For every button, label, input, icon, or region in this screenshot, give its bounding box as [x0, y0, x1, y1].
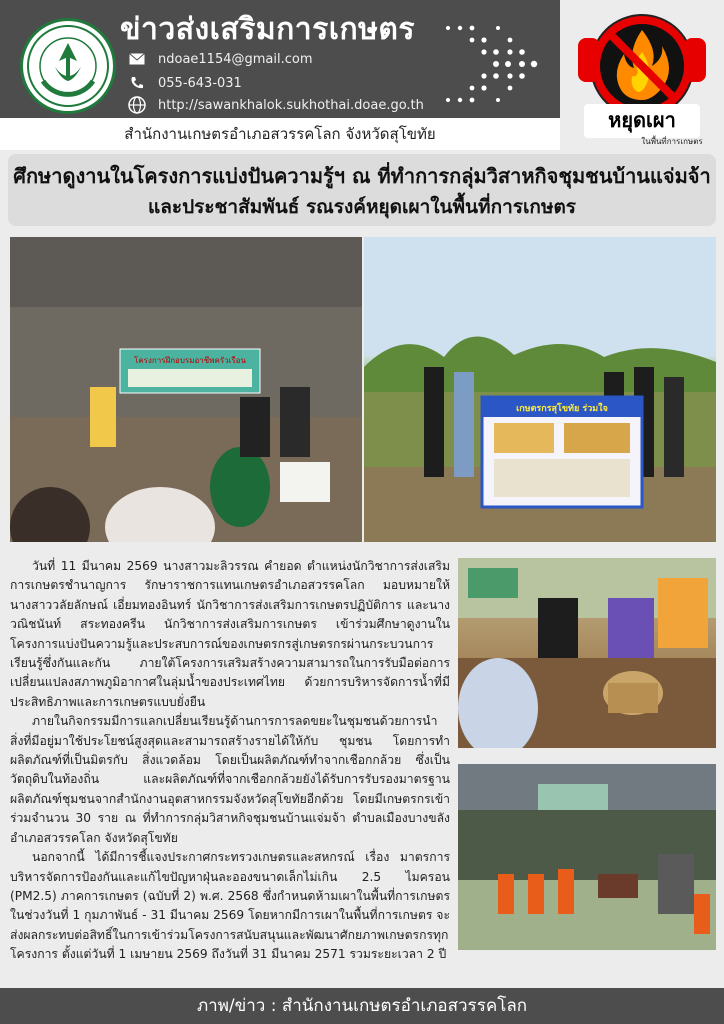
p2-banner-text: เกษตรกรสุโขทัย ร่วมใจ	[516, 404, 608, 414]
article-paragraph: นอกจากนี้ ได้มีการชี้แจงประกาศกระทรวงเกษตรและสหกรณ์ เรื่อง มาตรการบริหารจัดการป้องกันและแก้ไขปัญหาฝุ่นละอองขนาดเล็กไม่เกิน 2.5 ไมครอน (PM2.5) ภาคการเกษตร (ฉบับที่ 2) พ.ศ. 2568 ซึ่งกำหนดห้ามเผาในพื้นที่การเกษตรในช่วงวันที่ 1 กุมภาพันธ์ - 31 มีนาคม 2569 โดยหากมีการเผาในพื้นที่การเกษตร จะส่งผลกระทบต่อสิทธิ์ในการเข้าร่วมโครงการสนับสนุนและพัฒนาศักยภาพเกษตรกรทุกโครงการ ตั้งแต่วันที่ 1 เมษายน 2569 ถึงวันที่ 31 มีนาคม 2571 รวมระยะเวลา 2 ปี	[10, 850, 450, 962]
footer-credit: ภาพ/ข่าว : สำนักงานเกษตรอำเภอสวรรคโลก	[0, 988, 724, 1024]
org-title: ข่าวส่งเสริมการเกษตร	[120, 12, 416, 47]
article-paragraph: ภายในกิจกรรมมีการแลกเปลี่ยนเรียนรู้ด้านการการลดขยะในชุมชนด้วยการนำสิ่งที่มีอยู่มาใช้ประโยชน์สูงสุดและสามารถสร้างรายได้ให้กับ ชุมชน โดยการทำผลิตภัณฑ์ที่เป็นมิตรกับ สิ่งแวดล้อม โดยเป็นผลิตภัณฑ์ทำจากเชือกกล้วย ซึ่งเป็นวัตถุดิบในท้องถิ่น และผลิตภัณฑ์ที่จากเชือกกล้วยยังได้รับการรับรองมาตรฐานผลิตภัณฑ์ชุมชนจากสำนักงานอุตสาหกรรมจังหวัดสุโขทัยอีกด้วย โดยมีเกษตรกรเข้าร่วมจำนวน 30 ราย ณ ที่ทำการกลุ่มวิสาหกิจชุมชนบ้านแจ่มจ้า ตำบลเมืองบางขลัง อำเภอสวรรคโลก จังหวัดสุโขทัย	[10, 714, 450, 845]
photo-banana-rope-weaving	[458, 558, 716, 748]
email-contact	[128, 50, 313, 68]
no-fire-icon	[568, 8, 716, 146]
article-body	[10, 557, 450, 965]
globe-icon	[128, 96, 146, 114]
badge-sublabel: ในพื้นที่การเกษตร	[641, 137, 703, 146]
logo-emblem-icon	[25, 23, 111, 109]
article-paragraph: วันที่ 11 มีนาคม 2569 นางสาวมะลิวรรณ คำยอด ตำแหน่งนักวิชาการส่งเสริมการเกษตรชำนาญการ รักษาราชการแทนเกษตรอำเภอสวรรคโลก มอบหมายให้นางสาววลัยลักษณ์ เอี่ยมทองอินทร์ นักวิชาการส่งเสริมการเกษตรปฏิบัติการ และนางวณิชนันท์ สระทองครีน นักวิชาการส่งเสริมการเกษตร เข้าร่วมศึกษาดูงานในโครงการแบ่งปันความรู้และประสบการณ์ของเกษตรกรสู่เกษตรกรผ่านกระบวนการเรียนรู้ซึ่งกันและกัน ภายใต้โครงการเสริมสร้างความสามารถในการรับมือต่อการเปลี่ยนแปลงสภาพภูมิอากาศในลุ่มน้ำของประเทศไทย ด้วยการบริหารจัดการน้ำที่มีประสิทธิภาพและการเกษตรแบบยั่งยืน	[10, 559, 450, 709]
halftone-chevron-decoration	[438, 18, 548, 114]
no-burning-badge	[568, 8, 716, 146]
photo-group-with-banner	[364, 237, 716, 542]
office-subheader: สำนักงานเกษตรอำเภอสวรรคโลก จังหวัดสุโขทัย	[0, 118, 560, 150]
photo-meeting-under-tent	[458, 764, 716, 950]
phone-text[interactable]: 055-643-031	[158, 75, 242, 91]
website-contact	[128, 96, 424, 114]
doae-logo	[20, 18, 116, 114]
website-link[interactable]: http://sawankhalok.sukhothai.doae.go.th	[158, 97, 424, 113]
phone-contact	[128, 74, 242, 92]
email-text[interactable]: ndoae1154@gmail.com	[158, 51, 313, 67]
envelope-icon	[128, 50, 146, 68]
phone-icon	[128, 74, 146, 92]
photo-study-visit-indoor	[10, 237, 362, 542]
headline-line-2: และประชาสัมพันธ์ รณรงค์หยุดเผาในพื้นที่การเกษตร	[147, 196, 577, 218]
headline-line-1: ศึกษาดูงานในโครงการแบ่งปันความรู้ฯ ณ ที่ทำการกลุ่มวิสาหกิจชุมชนบ้านแจ่มจ้า	[13, 164, 711, 188]
p1-banner-text: โครงการฝึกอบรมอาชีพครัวเรือน	[134, 356, 246, 365]
badge-label: หยุดเผา	[608, 108, 676, 132]
